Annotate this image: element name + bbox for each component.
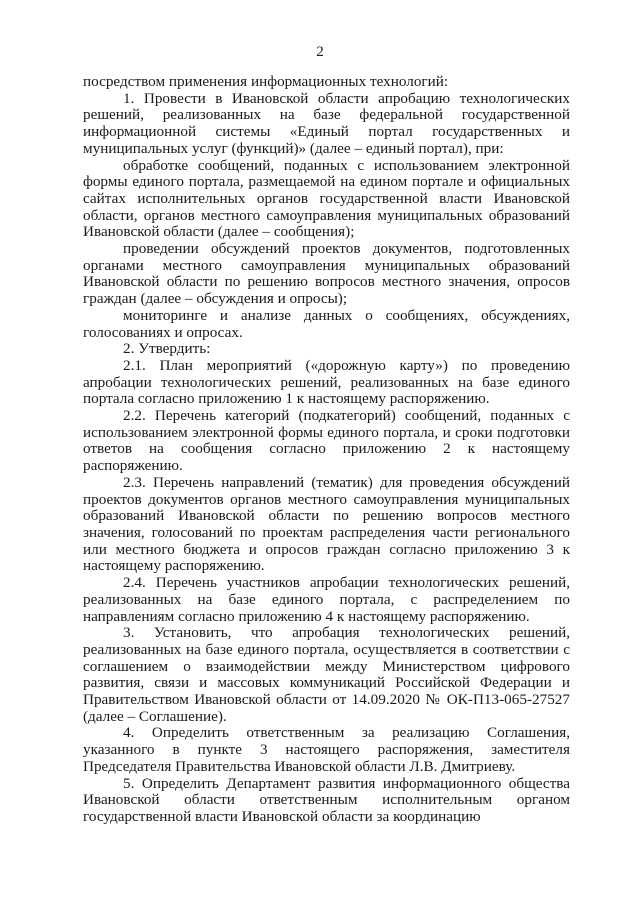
paragraph-item-4: 4. Определить ответственным за реализацию Соглашения, указанного в пункте 3 настоящего распоряжения, заместителя Председателя Правительства Ивановской области Л.В. Дмитриеву. xyxy=(83,724,570,775)
document-body xyxy=(83,74,570,826)
paragraph-item-2-1: 2.1. План мероприятий («дорожную карту») по проведению апробации технологических решений, реализованных на базе единого портала согласно приложению 1 к настоящему распоряжению. xyxy=(83,356,570,408)
paragraph-item-1-discussions: проведении обсуждений проектов документов, подготовленных органами местного самоуправления муниципальных образований Ивановской области по решению вопросов местного значения, опросов граждан (далее – обсуждения и опросы); xyxy=(83,240,570,308)
paragraph-item-1-processing: обработке сообщений, поданных с использованием электронной формы единого портала, размещаемой на едином портале и официальных сайтах исполнительных органов государственной власти Ивановской области, органов местного самоуправления муниципальных образований Ивановской области (далее – сообщения); xyxy=(83,156,570,241)
paragraph-item-1: 1. Провести в Ивановской области апробацию технологических решений, реализованных на базе федеральной государственной информационной системы «Единый портал государственных и муниципальных услуг (функций)» (далее – единый портал), при: xyxy=(83,89,570,157)
paragraph-item-2-2: 2.2. Перечень категорий (подкатегорий) сообщений, поданных с использованием электронной формы единого портала, и сроки подготовки ответов на сообщения согласно приложению 2 к настоящему распоряжению. xyxy=(83,407,570,475)
paragraph-item-2-4: 2.4. Перечень участников апробации технологических решений, реализованных на базе единого портала, с распределением по направлениям согласно приложению 4 к настоящему распоряжению. xyxy=(83,574,570,625)
paragraph-item-1-monitoring: мониторинге и анализе данных о сообщениях, обсуждениях, голосованиях и опросах. xyxy=(83,306,570,341)
paragraph-item-2-3: 2.3. Перечень направлений (тематик) для проведения обсуждений проектов документов органов местного самоуправления муниципальных образований Ивановской области по решению вопросов местного значения, голосований по проектам распределения части регионального или местного бюджета и опросов граждан согласно приложению 3 к настоящему распоряжению. xyxy=(83,473,570,575)
paragraph-item-5: 5. Определить Департамент развития информационного общества Ивановской области ответственным исполнительным органом государственной власти Ивановской области за координацию xyxy=(83,774,570,825)
paragraph-item-2: 2. Утвердить: xyxy=(123,340,211,358)
paragraph-intro: посредством применения информационных технологий: xyxy=(83,73,449,90)
paragraph-item-3: 3. Установить, что апробация технологических решений, реализованных на базе единого портала, осуществляется в соответствии с соглашением о взаимодействии между Министерством цифрового развития, связи и массовых коммуникаций Российской Федерации и Правительством Ивановской области от 14.09.2020 № ОК-П13-065-27527 (далее – Соглашение). xyxy=(83,624,570,725)
page-number: 2 xyxy=(316,44,324,60)
